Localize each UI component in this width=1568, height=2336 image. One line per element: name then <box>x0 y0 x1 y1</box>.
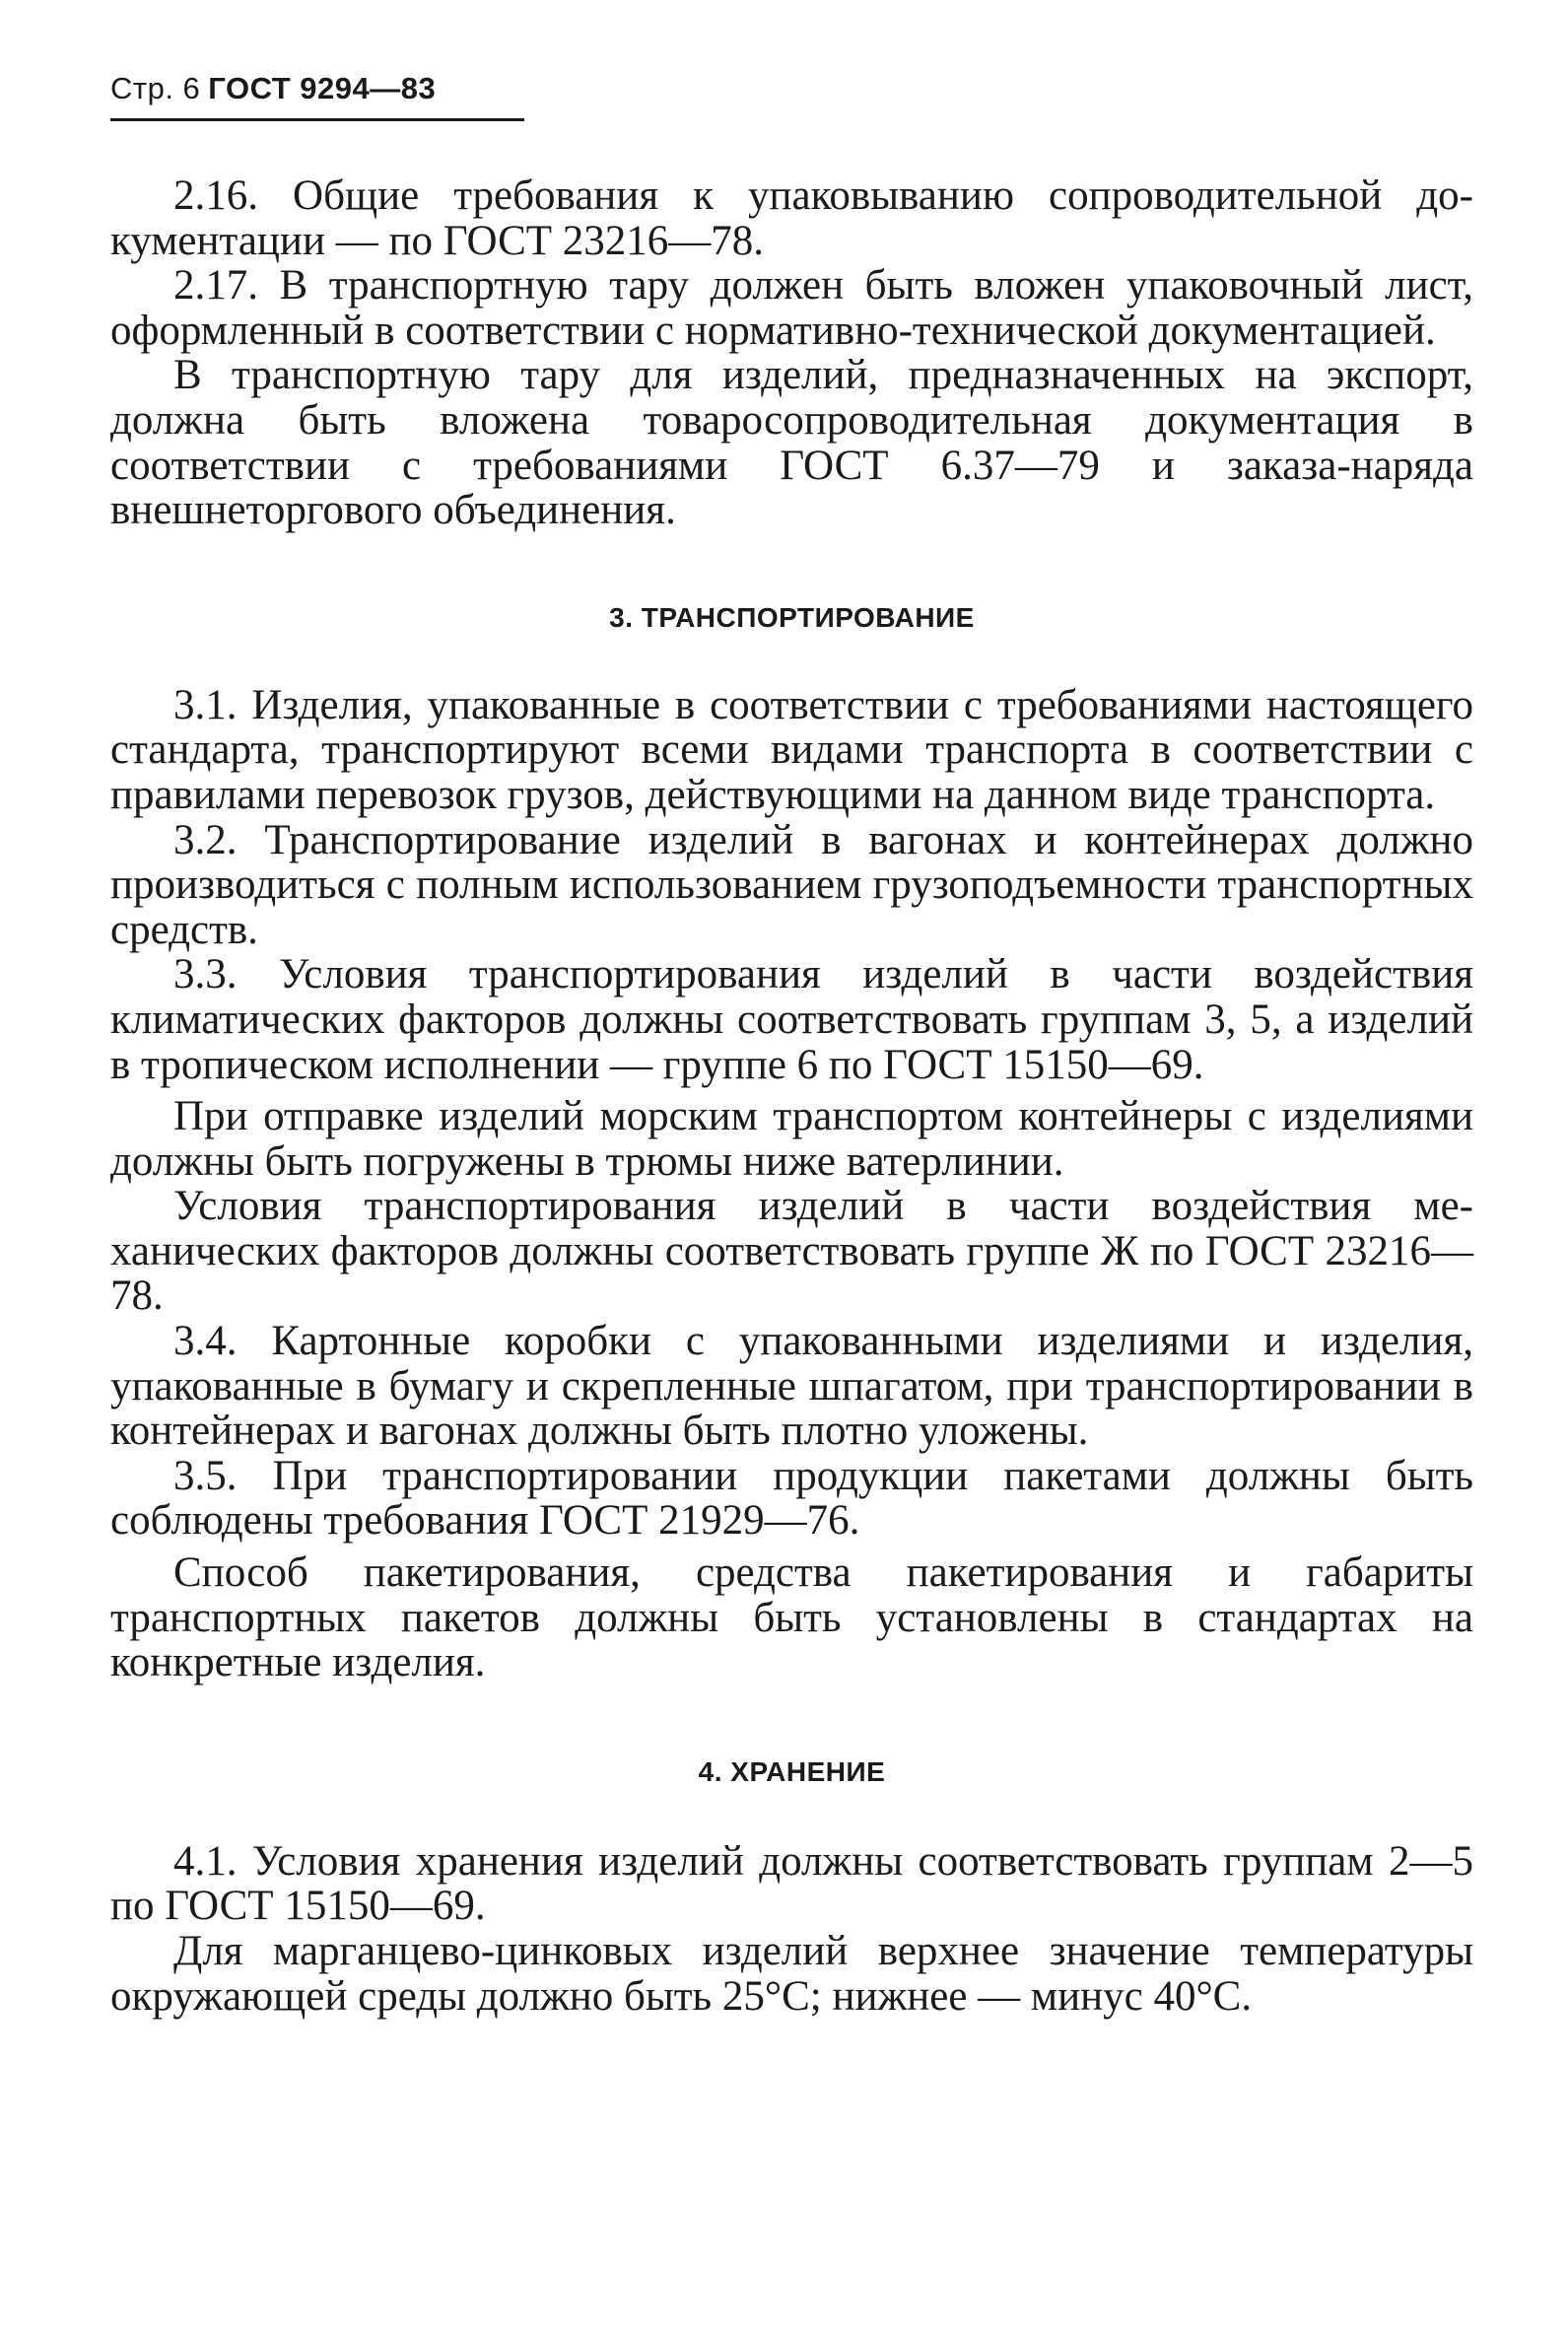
paragraph-3-3-sea: При отправке изделий морским транспортом контейнеры с изделиями должны быть погружены в трюмы ниже ватерлинии. <box>110 1093 1473 1185</box>
paragraph-2-16: 2.16. Общие требования к упаковыванию сопроводительной документации — по ГОСТ 23216—78. <box>110 172 1473 264</box>
doc-number: ГОСТ 9294—83 <box>208 71 437 105</box>
paragraph-3-4: 3.4. Картонные коробки с упакованными изделиями и изделия, упакованные в бумагу и скрепленные шпагатом, при транспортировании в контейнерах и вагонах должны быть плотно уложены. <box>110 1318 1473 1455</box>
header-rule <box>110 118 524 121</box>
paragraph-3-5-packaging: Способ пакетирования, средства пакетирования и габариты транспортных пакетов должны быть установлены в стандартах на конкретные изделия. <box>110 1549 1473 1686</box>
paragraph-2-17: 2.17. В транспортную тару должен быть вложен упаковочный лист, оформленный в соответствии с нормативно-технической документацией. <box>110 262 1473 354</box>
page-header <box>110 71 436 106</box>
section-title-storage: 4. ХРАНЕНИЕ <box>698 1755 886 1787</box>
page-label: Стр. 6 <box>110 71 201 105</box>
paragraph-2-17-export: В транспортную тару для изделий, предназначенных на экспорт, должна быть вложена товаросопроводительная документация в соответствии с требованиями ГОСТ 6.37—79 и заказа-наряда внешнеторгового объединения. <box>110 352 1473 534</box>
paragraph-4-1-temperature: Для марганцево-цинковых изделий верхнее значение температуры окружающей среды должно быть 25°С; нижнее — минус 40°С. <box>110 1928 1473 2020</box>
paragraph-4-1: 4.1. Условия хранения изделий должны соответствовать группам 2—5 по ГОСТ 15150—69. <box>110 1837 1473 1930</box>
document-body <box>110 173 1473 2019</box>
paragraph-3-3: 3.3. Условия транспортирования изделий в части воздействия климатических факторов должны соответствовать группам 3, 5, а изделий в тропическом исполнении — группе 6 по ГОСТ 15150—69. <box>110 951 1473 1088</box>
paragraph-3-2: 3.2. Транспортирование изделий в вагонах и контейнерах должно производиться с полным использованием грузоподъемности транспортных средств. <box>110 816 1473 953</box>
paragraph-3-5: 3.5. При транспортировании продукции пакетами должны быть соблюдены требования ГОСТ 21929—76. <box>110 1452 1473 1545</box>
section-title-transport: 3. ТРАНСПОРТИРОВАНИЕ <box>609 601 975 633</box>
paragraph-3-3-mechanical: Условия транспортирования изделий в части воздействия механических факторов должны соответствовать группе Ж по ГОСТ 23216—78. <box>110 1183 1473 1320</box>
paragraph-3-1: 3.1. Изделия, упакованные в соответствии с требованиями настоящего стандарта, транспортируют всеми видами транспорта в соответствии с правилами перевозок грузов, действующими на данном виде транспорта. <box>110 681 1473 818</box>
